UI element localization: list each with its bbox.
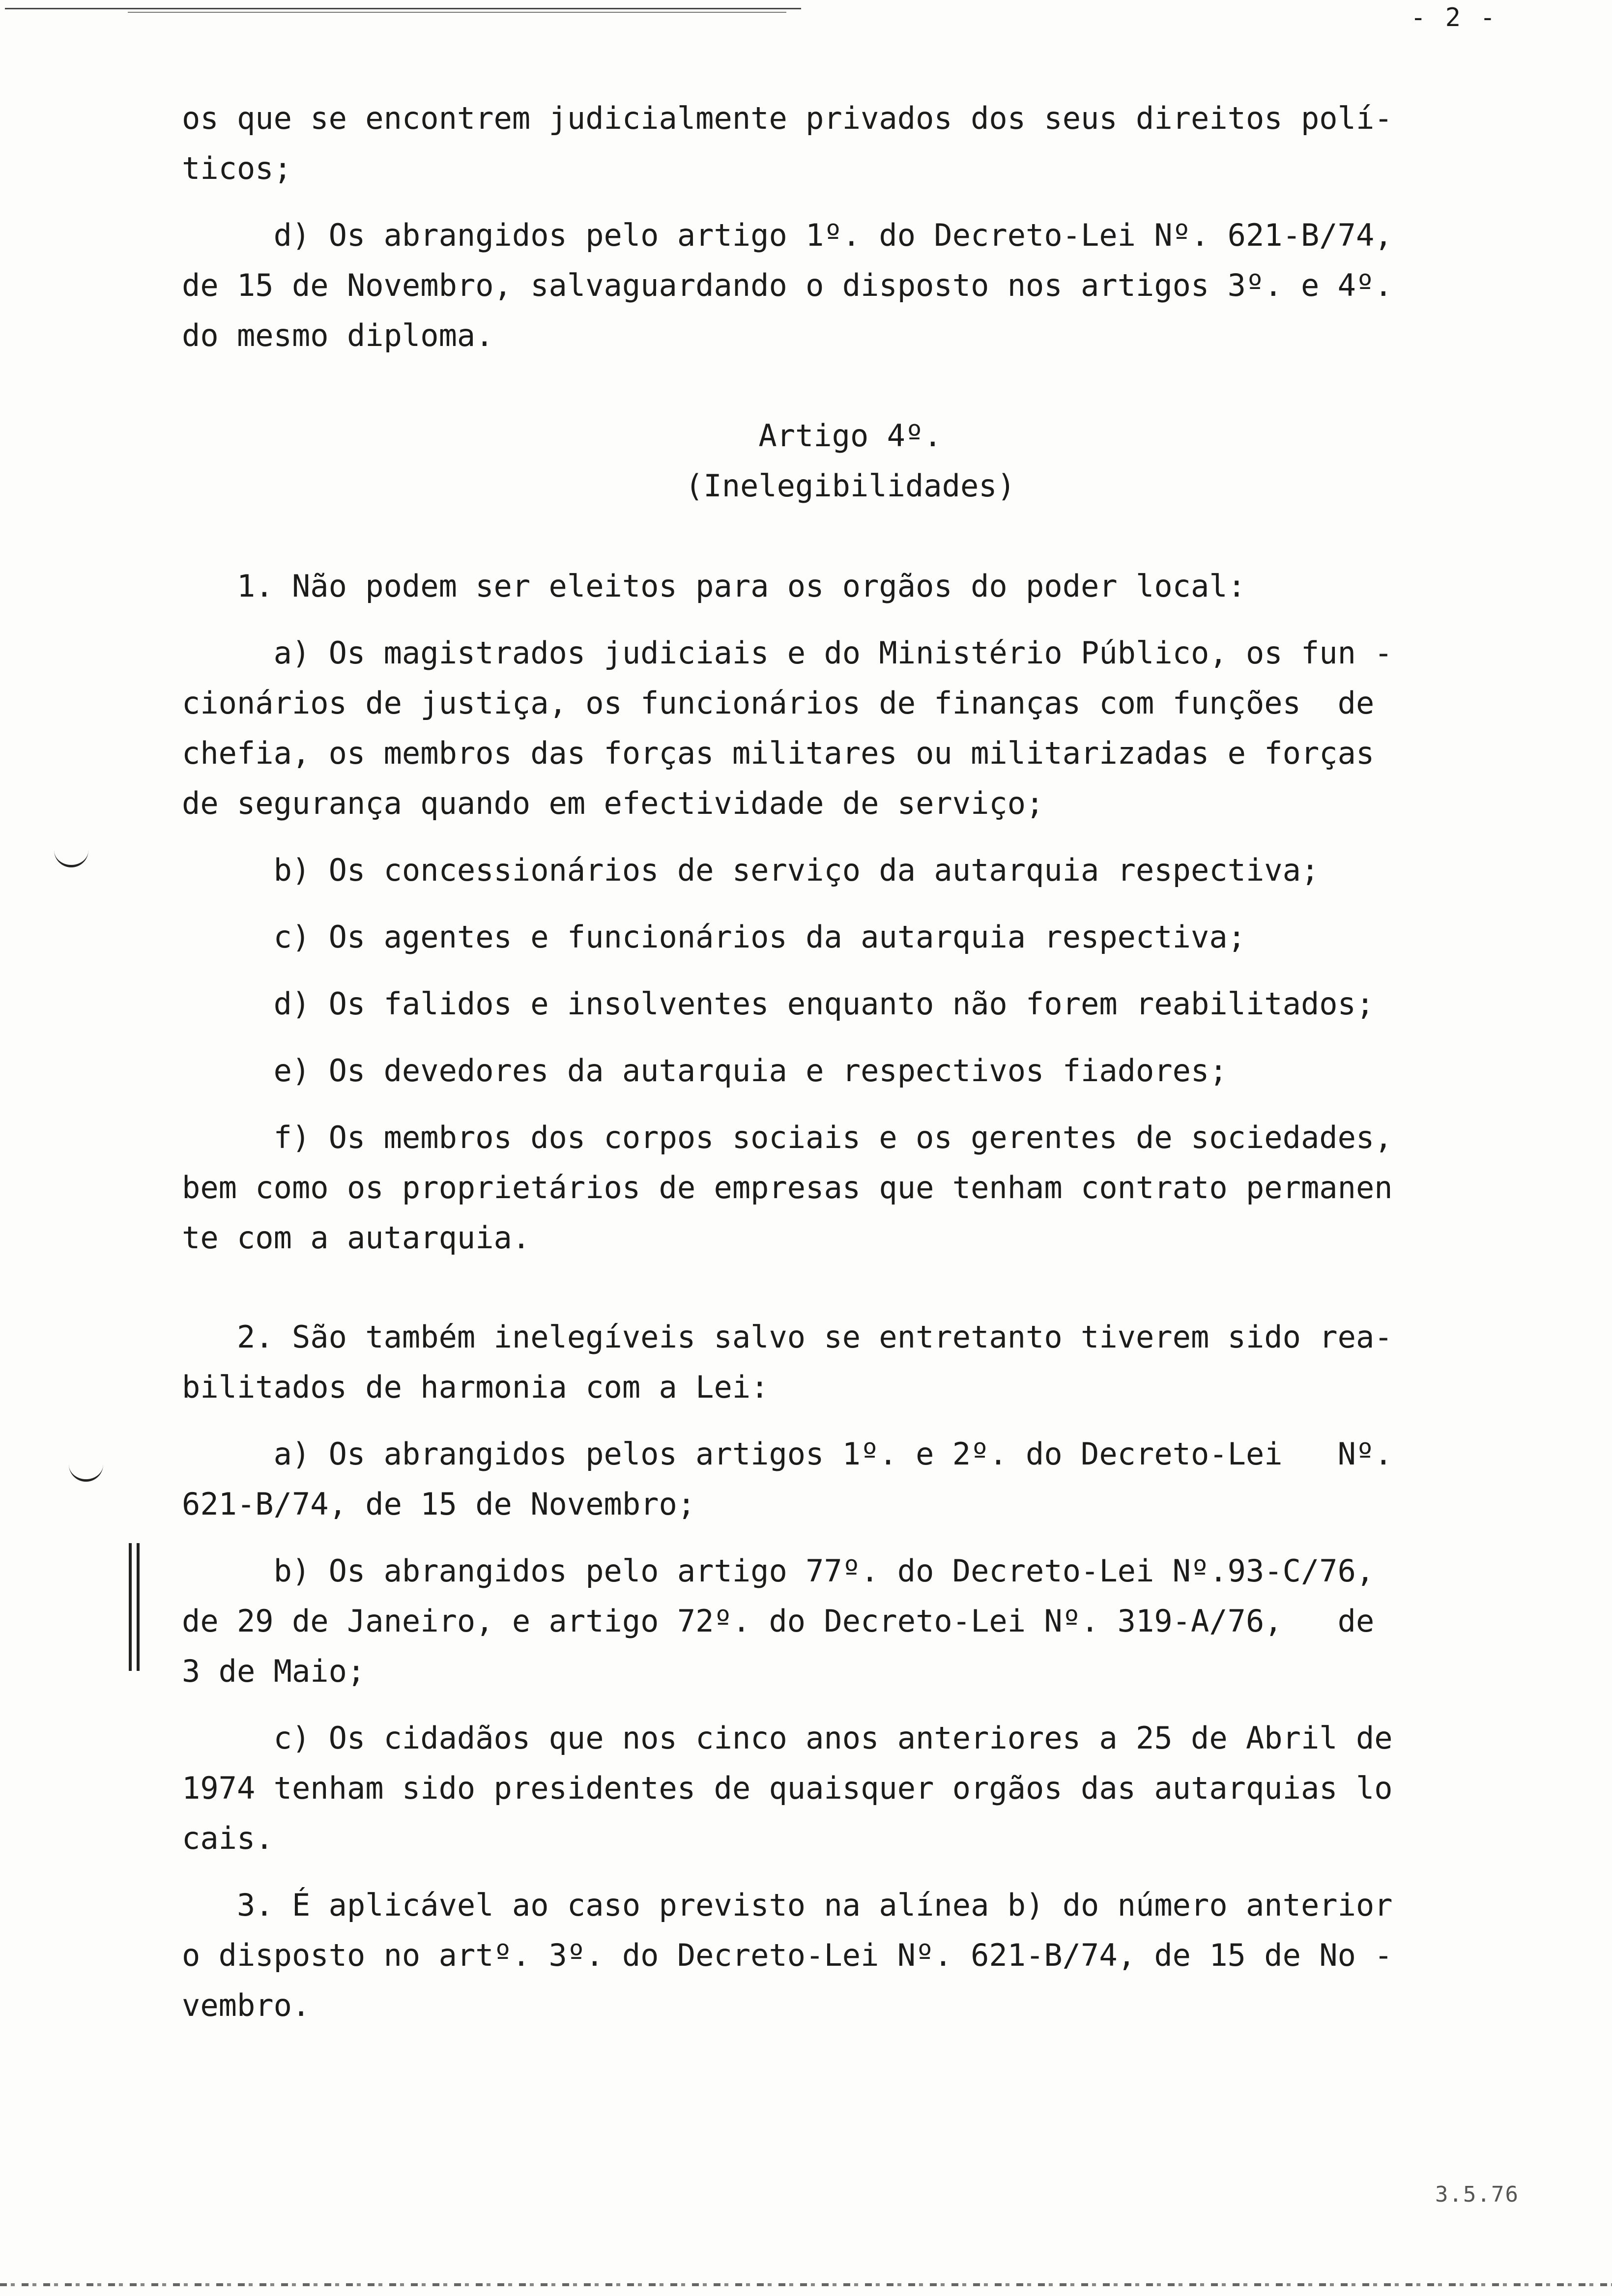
text-line: cionários de justiça, os funcionários de finanças com funções de <box>182 685 1375 721</box>
text-line: e) Os devedores da autarquia e respectivos fiadores; <box>182 1053 1228 1089</box>
text-line: d) Os abrangidos pelo artigo 1º. do Decreto-Lei Nº. 621-B/74, <box>182 217 1393 253</box>
page-number: - 2 - <box>1410 3 1497 32</box>
margin-mark <box>54 850 88 867</box>
footer-date: 3.5.76 <box>1435 2182 1519 2207</box>
text-line: b) Os abrangidos pelo artigo 77º. do Decreto-Lei Nº.93-C/76, <box>182 1553 1375 1589</box>
text-line: bem como os proprietários de empresas que tenham contrato permanen <box>182 1170 1393 1205</box>
text-line: d) Os falidos e insolventes enquanto não forem reabilitados; <box>182 986 1375 1022</box>
text-line: c) Os cidadãos que nos cinco anos anteriores a 25 de Abril de <box>182 1720 1393 1756</box>
text-line: do mesmo diploma. <box>182 317 494 353</box>
margin-bar <box>129 1543 132 1671</box>
text-line: te com a autarquia. <box>182 1220 531 1256</box>
bottom-edge-noise <box>0 2283 1612 2286</box>
text-line: o disposto no artº. 3º. do Decreto-Lei Nº. 621-B/74, de 15 de No - <box>182 1937 1393 1973</box>
text-line: de 15 de Novembro, salvaguardando o disposto nos artigos 3º. e 4º. <box>182 267 1393 303</box>
text-line: 1. Não podem ser eleitos para os orgãos do poder local: <box>182 568 1246 604</box>
text-line: cais. <box>182 1820 274 1856</box>
margin-mark <box>69 1464 103 1482</box>
text-line: 1974 tenham sido presidentes de quaisquer orgãos das autarquias lo <box>182 1770 1393 1806</box>
text-line: vembro. <box>182 1987 311 2023</box>
text-line: 2. São também inelegíveis salvo se entretanto tiverem sido rea- <box>182 1319 1393 1355</box>
text-line: ticos; <box>182 150 292 186</box>
text-line: c) Os agentes e funcionários da autarquia respectiva; <box>182 919 1246 955</box>
article-title: Artigo 4º. <box>758 418 942 454</box>
text-line: 621-B/74, de 15 de Novembro; <box>182 1486 696 1522</box>
text-line: 3. É aplicável ao caso previsto na alínea b) do número anterior <box>182 1887 1393 1923</box>
top-rule <box>5 8 801 9</box>
text-line: a) Os magistrados judiciais e do Ministério Público, os fun - <box>182 635 1393 671</box>
text-line: 3 de Maio; <box>182 1653 366 1689</box>
article-subtitle: (Inelegibilidades) <box>685 468 1015 504</box>
text-line: b) Os concessionários de serviço da autarquia respectiva; <box>182 852 1320 888</box>
top-rule-secondary <box>128 12 786 13</box>
text-line: chefia, os membros das forças militares ou militarizadas e forças <box>182 735 1375 771</box>
text-line: os que se encontrem judicialmente privados dos seus direitos polí- <box>182 100 1393 136</box>
text-line: a) Os abrangidos pelos artigos 1º. e 2º. do Decreto-Lei Nº. <box>182 1436 1393 1472</box>
margin-bar <box>137 1543 140 1671</box>
text-line: de 29 de Janeiro, e artigo 72º. do Decreto-Lei Nº. 319-A/76, de <box>182 1603 1375 1639</box>
text-line: f) Os membros dos corpos sociais e os gerentes de sociedades, <box>182 1119 1393 1155</box>
text-line: de segurança quando em efectividade de serviço; <box>182 785 1044 821</box>
text-line: bilitados de harmonia com a Lei: <box>182 1369 769 1405</box>
